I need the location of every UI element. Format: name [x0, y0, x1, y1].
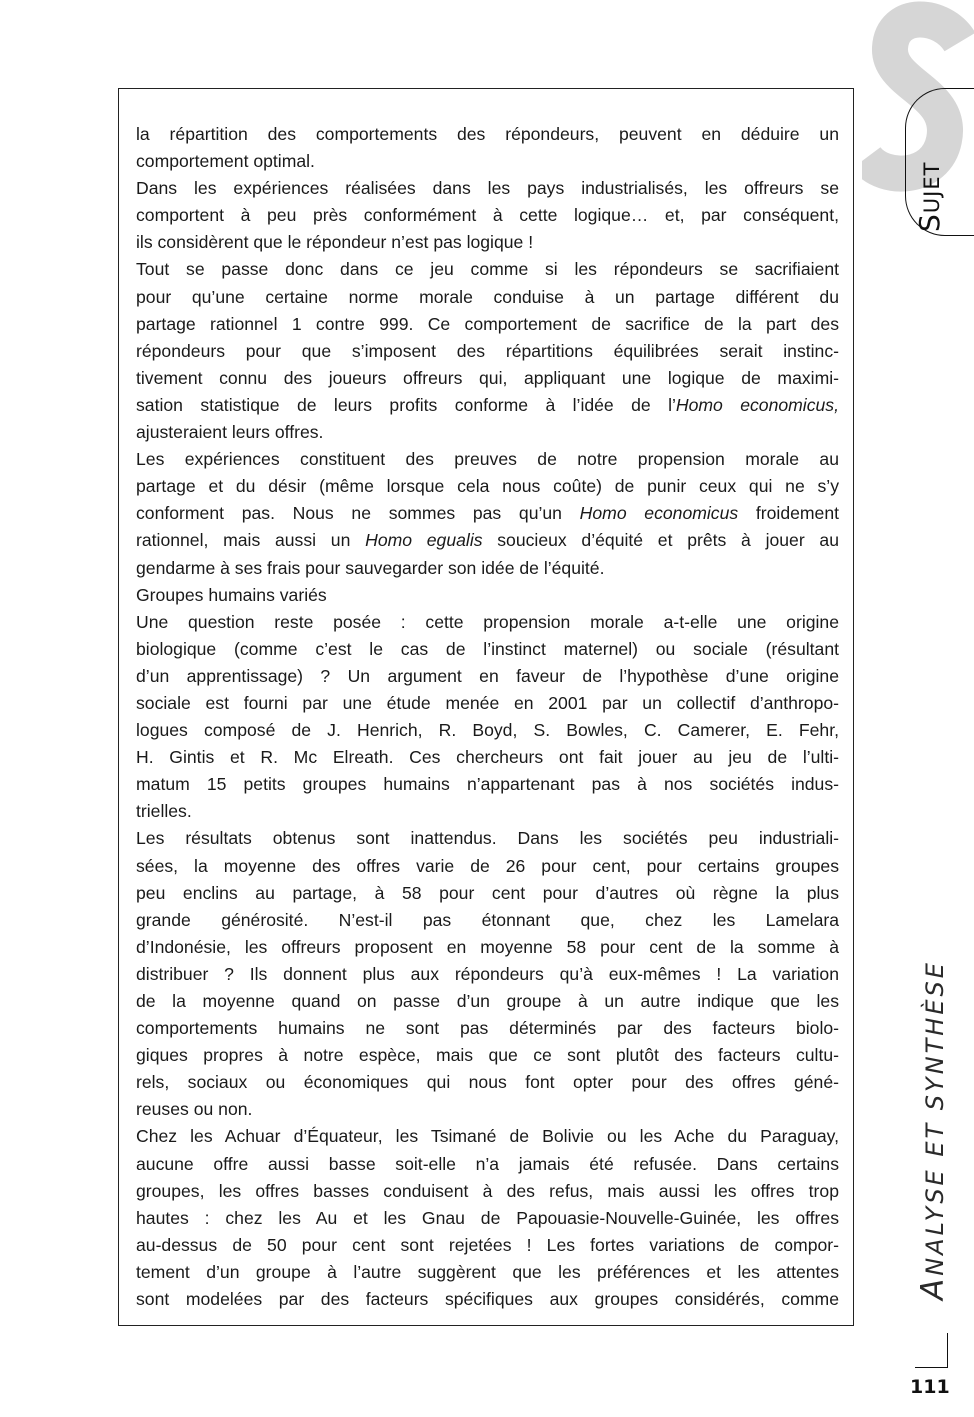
text-line — [136, 121, 839, 148]
text-segment: partage et du désir (même lorsque cela nous coûte) de punir ceux qui ne s’y — [136, 476, 839, 497]
text-segment: Les résultats obtenus sont inattendus. Dans les sociétés peu industriali- — [136, 828, 839, 849]
text-line — [136, 419, 839, 446]
text-line — [136, 175, 839, 202]
text-line — [136, 582, 839, 609]
paragraph — [136, 175, 839, 256]
text-line — [136, 961, 839, 988]
paragraph — [136, 825, 839, 1123]
tab-label-initial: S — [913, 213, 946, 232]
text-segment: logues composé de J. Henrich, R. Boyd, S. Bowles, C. Camerer, E. Fehr, — [136, 720, 839, 741]
text-segment: ajusteraient leurs offres. — [136, 422, 324, 443]
text-segment: comportements humains ne sont pas déterminés par des facteurs biolo- — [136, 1018, 839, 1039]
text-segment: conforment pas. Nous ne sommes pas qu’un — [136, 503, 580, 524]
text-segment: Chez les Achuar d’Équateur, les Tsimané de Bolivie ou les Ache du Paraguay, — [136, 1126, 839, 1147]
italic-text: Homo egualis — [365, 530, 483, 551]
text-line — [136, 229, 839, 256]
text-segment: Une question reste posée : cette propension morale a-t-elle une origine — [136, 611, 839, 632]
text-segment: trielles. — [136, 801, 192, 822]
text-line — [136, 825, 839, 852]
text-line — [136, 880, 839, 907]
text-segment: distribuer ? Ils donnent plus aux répondeurs qu’à eux-mêmes ! La variation — [136, 963, 839, 984]
paragraph — [136, 1123, 839, 1313]
text-segment: groupes, les offres basses conduisent à des refus, mais aussi les offres trop — [136, 1180, 839, 1201]
text-segment: giques propres à notre espèce, mais que ce sont plutôt des facteurs cultu- — [136, 1045, 839, 1066]
text-line — [136, 392, 839, 419]
text-line — [136, 1205, 839, 1232]
text-segment: Les expériences constituent des preuves de notre propension morale au — [136, 449, 839, 470]
text-segment: rationnel, mais aussi un — [136, 530, 366, 551]
text-segment: Tout se passe donc dans ce jeu comme si les répondeurs se sacrifiaient — [136, 259, 839, 280]
text-segment: de la moyenne quand on passe d’un groupe à un autre indique que les — [136, 991, 839, 1011]
text-line — [136, 853, 839, 880]
text-segment: la répartition des comportements des répondeurs, peuvent en déduire un — [136, 124, 839, 144]
section-title — [915, 960, 951, 1300]
page-corner-mark — [915, 1333, 948, 1368]
text-line — [136, 338, 839, 365]
text-line — [136, 1151, 839, 1178]
tab-label-rest: UJET — [920, 161, 944, 214]
text-line — [136, 988, 839, 1015]
italic-text: Homo economicus, — [675, 394, 839, 415]
section-title-rest: NALYSE ET SYNTHÈSE — [921, 960, 949, 1276]
text-line — [136, 1042, 839, 1069]
text-line — [136, 907, 839, 934]
text-segment: reuses ou non. — [136, 1099, 253, 1120]
text-line — [136, 690, 839, 717]
text-segment: sociale est fourni par une étude menée en 2001 par un collectif d’anthropo- — [136, 692, 839, 713]
text-line — [136, 555, 839, 582]
text-line — [136, 1259, 839, 1286]
text-line — [136, 148, 839, 175]
text-segment: biologique (comme c’est le cas de l’instinct maternel) ou sociale (résultant — [136, 638, 839, 659]
text-line — [136, 527, 839, 554]
text-segment: tement d’un groupe à l’autre suggèrent que les préférences et les attentes — [136, 1261, 839, 1282]
paragraph — [136, 446, 839, 581]
paragraph — [136, 121, 839, 175]
text-line — [136, 609, 839, 636]
body-text — [136, 121, 839, 1313]
text-line — [136, 256, 839, 283]
text-segment: tivement connu des joueurs offreurs qui, appliquant une logique de maximi- — [136, 367, 839, 388]
text-segment: comportement optimal. — [136, 151, 315, 172]
italic-text: Homo economicus — [579, 503, 739, 524]
text-segment: rels, sociaux ou économiques qui nous font opter pour des offres géné- — [136, 1072, 839, 1093]
text-line — [136, 717, 839, 744]
text-segment: gendarme à ses frais pour sauvegarder son idée de l’équité. — [136, 557, 605, 578]
text-segment: comportent à peu près conformément à cette logique… et, par conséquent, — [136, 205, 839, 226]
text-line — [136, 636, 839, 663]
text-line — [136, 284, 839, 311]
text-line — [136, 311, 839, 338]
text-line — [136, 1069, 839, 1096]
section-title-initial: A — [915, 1275, 951, 1300]
paragraph — [136, 609, 839, 826]
text-line — [136, 1015, 839, 1042]
text-line — [136, 202, 839, 229]
text-segment: répondeurs pour que s’imposent des répartitions équilibrées serait instinc- — [136, 340, 839, 361]
text-segment: au-dessus de 50 pour cent sont rejetées ! Les fortes variations de compor- — [136, 1234, 839, 1255]
text-line — [136, 798, 839, 825]
text-line — [136, 1096, 839, 1123]
text-line — [136, 1286, 839, 1313]
text-line — [136, 365, 839, 392]
text-line — [136, 934, 839, 961]
text-line — [136, 1123, 839, 1150]
text-segment: soucieux d’équité et prêts à jouer au — [482, 530, 839, 551]
text-line — [136, 500, 839, 527]
text-line — [136, 771, 839, 798]
text-segment: d’Indonésie, les offreurs proposent en moyenne 58 pour cent de la somme à — [136, 936, 839, 957]
text-segment: d’un apprentissage) ? Un argument en faveur de l’hypothèse d’une origine — [136, 665, 839, 686]
text-segment: Dans les expériences réalisées dans les pays industrialisés, les offreurs se — [136, 178, 839, 199]
text-segment: pour qu’une certaine norme morale conduise à un partage différent du — [136, 286, 839, 307]
text-segment: sont modelées par des facteurs spécifiques aux groupes considérés, comme — [136, 1289, 839, 1310]
text-segment: grande générosité. N’est-il pas étonnant que, chez les Lamelara — [136, 909, 839, 930]
page-number: 111 — [910, 1376, 950, 1398]
text-segment: peu enclins au partage, à 58 pour cent pour d’autres où règne la plus — [136, 882, 839, 903]
text-line — [136, 446, 839, 473]
text-segment: aucune offre aussi basse soit-elle n’a jamais été refusée. Dans certains — [136, 1153, 839, 1174]
text-segment: H. Gintis et R. Mc Elreath. Ces chercheurs ont fait jouer au jeu de l’ulti- — [136, 747, 839, 768]
text-segment: hautes : chez les Au et les Gnau de Papouasie-Nouvelle-Guinée, les offres — [136, 1207, 839, 1228]
text-segment: froidement — [738, 503, 839, 524]
text-line — [136, 1232, 839, 1259]
chapter-tab-label — [913, 162, 946, 232]
text-line — [136, 1178, 839, 1205]
text-segment: sées, la moyenne des offres varie de 26 pour cent, pour certains groupes — [136, 855, 839, 876]
text-segment: ils considèrent que le répondeur n’est pas logique ! — [136, 232, 534, 253]
text-line — [136, 473, 839, 500]
text-line — [136, 744, 839, 771]
text-segment: sation statistique de leurs profits conforme à l’idée de l’ — [136, 394, 676, 415]
paragraph — [136, 256, 839, 446]
text-segment: Groupes humains variés — [136, 584, 327, 605]
text-segment: partage rationnel 1 contre 999. Ce comportement de sacrifice de la part des — [136, 313, 839, 334]
text-segment: matum 15 petits groupes humains n’appartenant pas à nos sociétés indus- — [136, 774, 839, 795]
text-line — [136, 663, 839, 690]
subheading — [136, 582, 839, 609]
